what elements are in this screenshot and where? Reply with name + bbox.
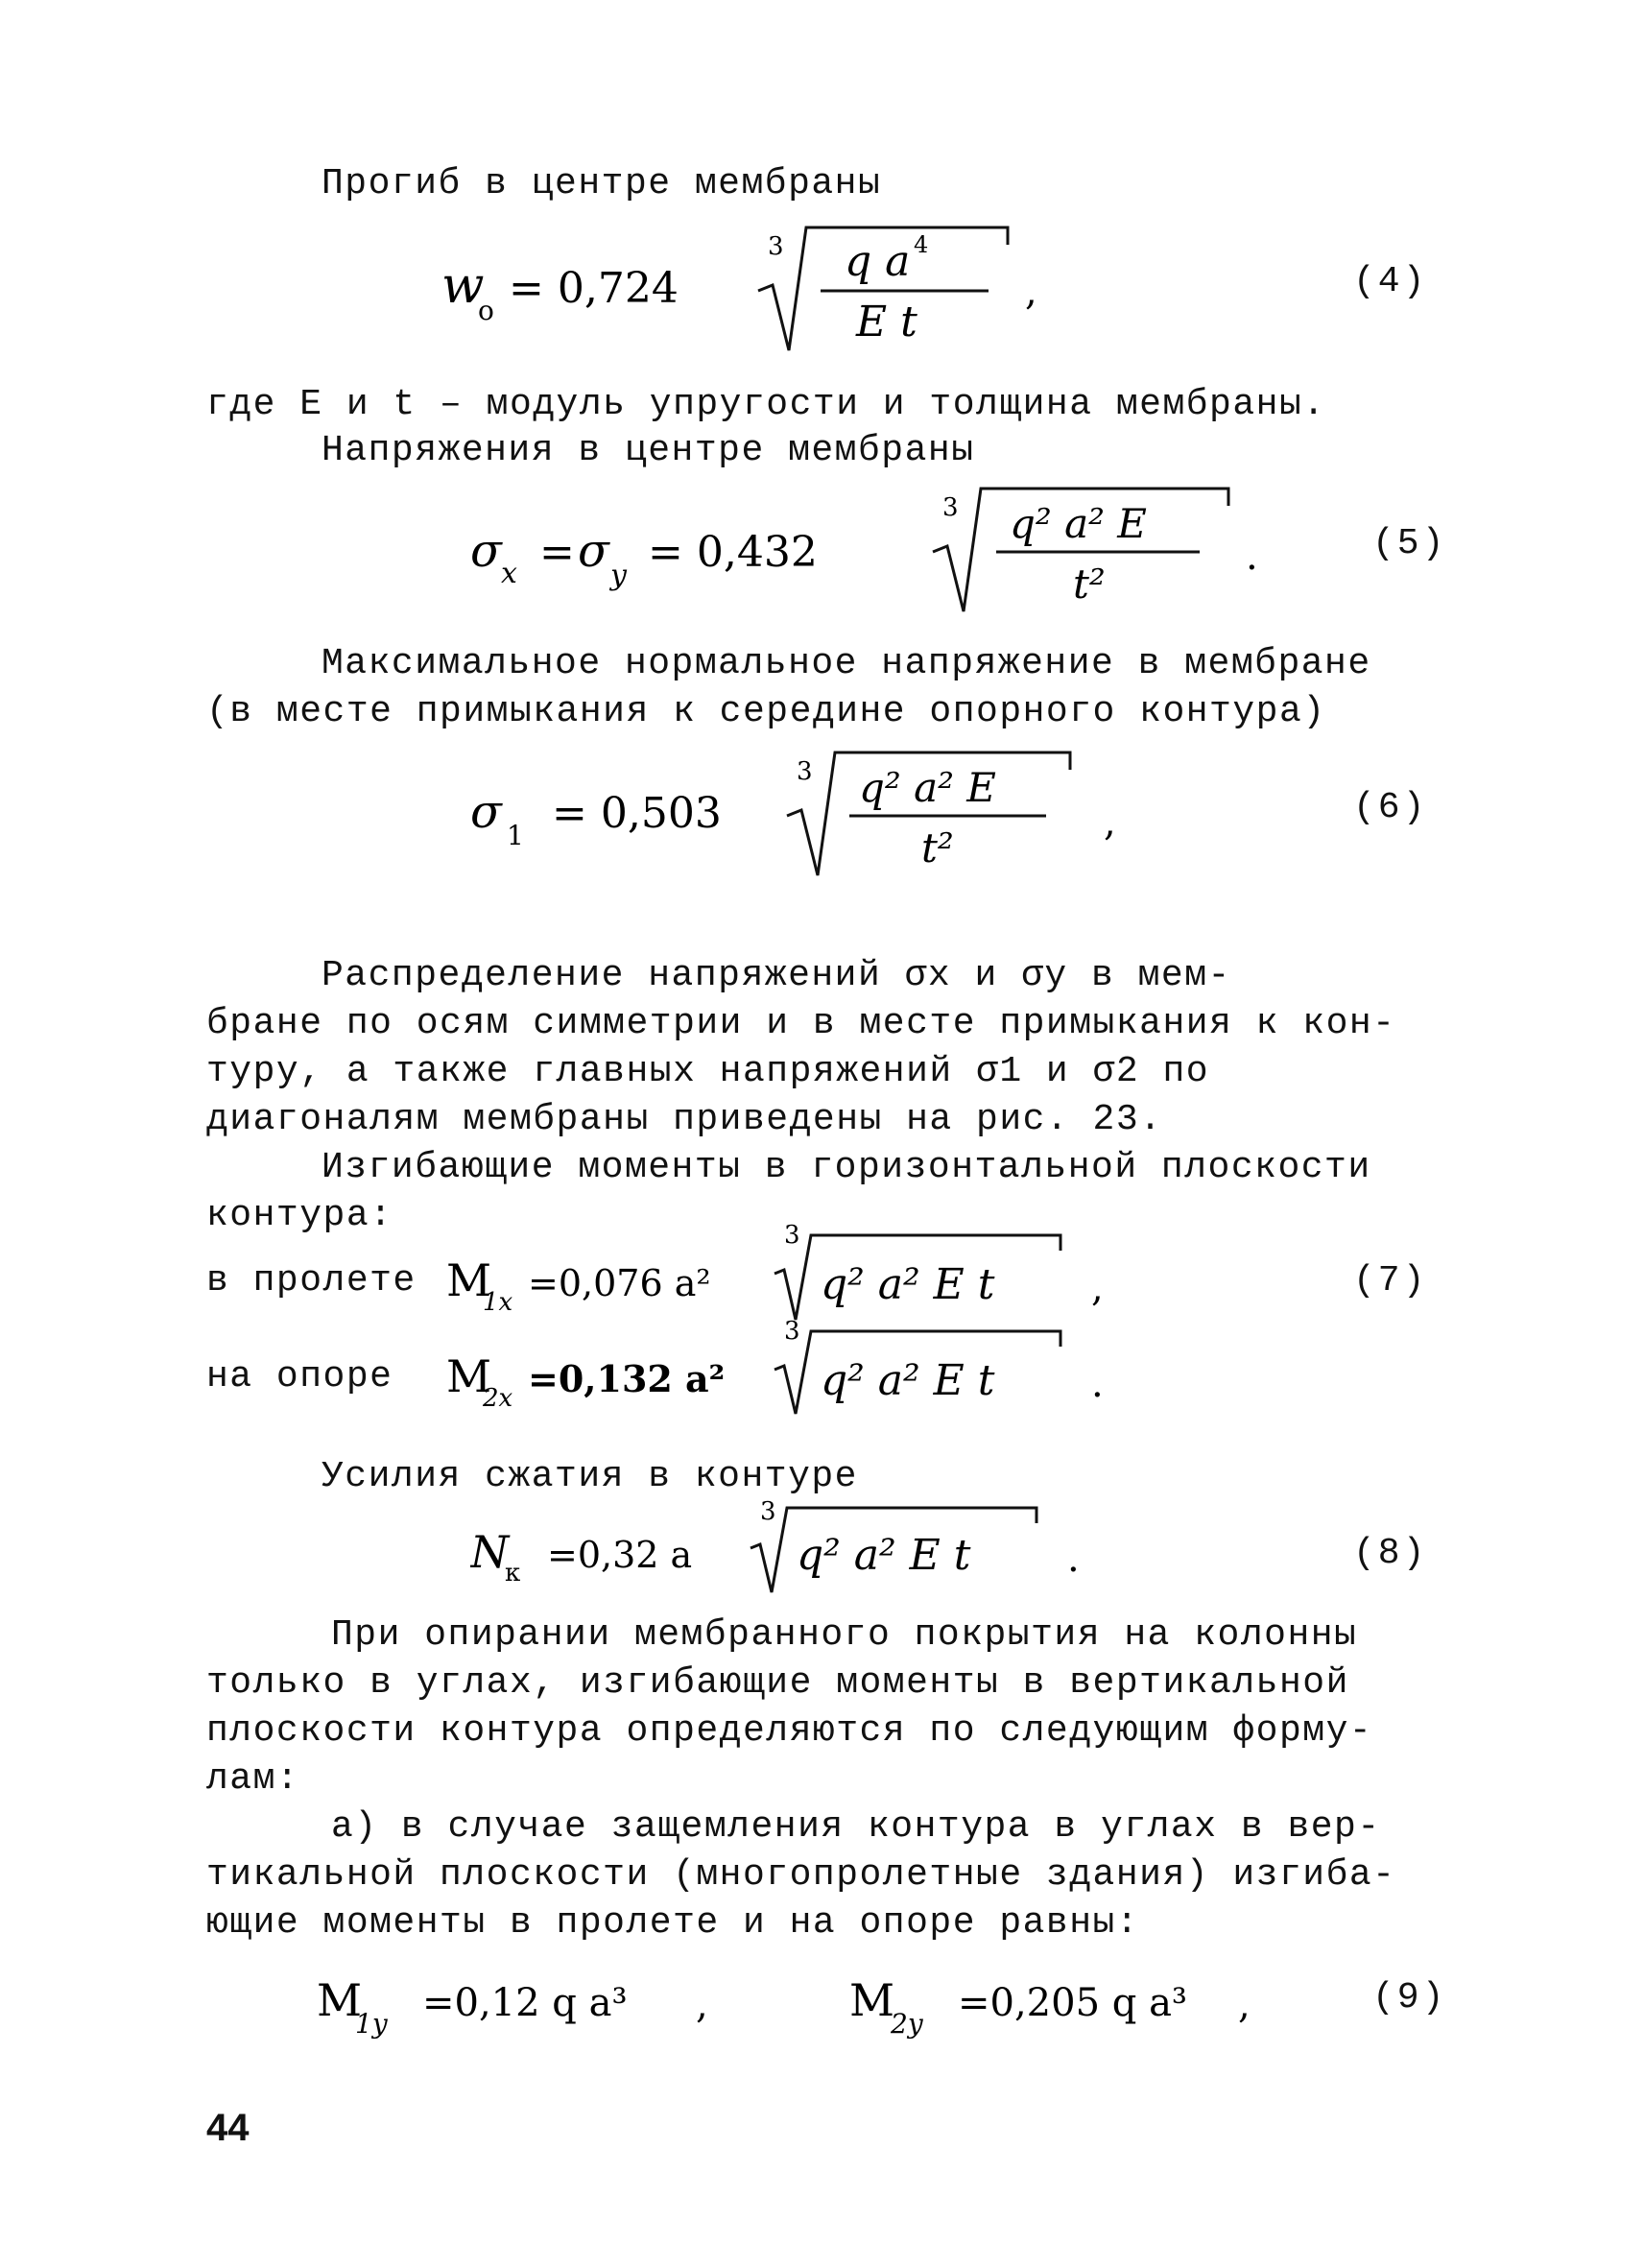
- eq4-numerator: q a: [845, 237, 911, 286]
- eq5-lhs: σ: [470, 524, 502, 578]
- eq7b-root-index: 3: [784, 1317, 800, 1346]
- case-a-line-1: а) в случае защемления контура в углах в вер-: [331, 1806, 1381, 1848]
- case-a-line-2: тикальной плоскости (многопролетные здания) изгиба-: [206, 1854, 1396, 1896]
- eq9-number: (9): [1372, 1977, 1447, 2018]
- distribution-line-2: бране по осям симметрии и в месте примыкания к кон-: [206, 1003, 1396, 1044]
- eq8-coef: =0,32 a: [547, 1534, 693, 1576]
- eq7-label-support: на опоре: [206, 1356, 393, 1397]
- distribution-line-1: Распределение напряжений σx и σy в мем-: [322, 955, 1231, 996]
- eq7b-lhs: M: [446, 1350, 492, 1402]
- equation-4: [441, 216, 1056, 360]
- eq7-label-span: в пролете: [206, 1260, 417, 1301]
- bending-line-2: контура:: [206, 1195, 393, 1236]
- eq4-tail: ,: [1025, 270, 1037, 314]
- eq7b-tail: .: [1091, 1362, 1104, 1406]
- intro-deflection: Прогиб в центре мембраны: [322, 163, 882, 204]
- equation-7: [446, 1214, 1118, 1416]
- eq4-numerator-exp: 4: [914, 231, 929, 258]
- eq6-numerator: q² a² E: [859, 764, 996, 811]
- eq6-lhs: σ: [470, 785, 502, 839]
- eq7-lhs-sub: 1x: [483, 1288, 513, 1317]
- eq4-denominator: E t: [856, 298, 917, 346]
- eq7-coef: =0,076 a²: [528, 1262, 711, 1304]
- eq5-mid-sub-y: y: [610, 559, 627, 592]
- eq4-lhs: w: [441, 257, 485, 315]
- eq5-lhs-sub-x: x: [501, 557, 517, 590]
- eq8-lhs: N: [470, 1526, 510, 1578]
- eq7b-radicand: q² a² E t: [821, 1356, 995, 1405]
- eq8-lhs-sub: к: [505, 1559, 521, 1588]
- eq9-m1: M: [317, 1974, 363, 2026]
- equation-5: [470, 475, 1286, 619]
- eq6-number: (6): [1353, 787, 1428, 828]
- bending-line-1: Изгибающие моменты в горизонтальной плоскости: [322, 1147, 1371, 1188]
- equation-6: [470, 739, 1161, 883]
- eq7-radicand: q² a² E t: [821, 1260, 995, 1309]
- eq5-mid-sigma: σ: [578, 524, 609, 578]
- eq7b-lhs-sub: 2x: [483, 1384, 513, 1413]
- eq8-root-index: 3: [760, 1497, 776, 1526]
- eq4-root-index: 3: [768, 232, 784, 261]
- eq7-lhs: M: [446, 1254, 492, 1306]
- eq5-eq: =: [539, 528, 575, 577]
- eq7-tail: ,: [1091, 1266, 1104, 1310]
- eq8-radicand: q² a² E t: [797, 1531, 971, 1580]
- columns-line-1: При опирании мембранного покрытия на колонны: [331, 1614, 1358, 1656]
- eq6-lhs-sub: 1: [507, 820, 524, 851]
- where-line: где E и t – модуль упругости и толщина мембраны.: [206, 384, 1326, 425]
- intro-compression: Усилия сжатия в контуре: [322, 1456, 858, 1497]
- columns-line-3: плоскости контура определяются по следующим форму-: [206, 1710, 1373, 1752]
- eq5-root-index: 3: [942, 493, 959, 522]
- distribution-line-3: туру, а также главных напряжений σ1 и σ2 по: [206, 1051, 1210, 1092]
- eq5-numerator: q² a² E: [1010, 500, 1147, 547]
- eq8-tail: .: [1067, 1537, 1080, 1581]
- equation-9: [317, 1948, 1276, 2054]
- eq8-number: (8): [1353, 1533, 1428, 1574]
- eq9-m2: M: [849, 1974, 895, 2026]
- eq5-number: (5): [1372, 523, 1447, 564]
- eq5-tail: .: [1246, 535, 1258, 579]
- eq9-m1-rhs: =0,12 q a³: [422, 1981, 628, 2025]
- eq4-lhs-sub: o: [478, 295, 494, 326]
- eq6-coef: = 0,503: [552, 789, 722, 838]
- eq9-m2-rhs: =0,205 q a³: [958, 1981, 1187, 2025]
- eq5-denominator: t²: [1073, 561, 1106, 608]
- case-a-line-3: ющие моменты в пролете и на опоре равны:: [206, 1902, 1140, 1944]
- eq9-m2-sub: 2y: [891, 2008, 923, 2040]
- eq6-root-index: 3: [797, 757, 813, 786]
- eq6-tail: ,: [1104, 800, 1116, 845]
- intro-stress: Напряжения в центре мембраны: [322, 430, 975, 471]
- eq9-m1-sub: 1y: [355, 2008, 388, 2040]
- eq7-number: (7): [1353, 1260, 1428, 1301]
- max-stress-line-2: (в месте примыкания к середине опорного контура): [206, 691, 1326, 732]
- distribution-line-4: диагоналям мембраны приведены на рис. 23.: [206, 1099, 1163, 1140]
- eq5-coef: = 0,432: [648, 528, 818, 577]
- equation-8: [470, 1492, 1123, 1598]
- page-number: 44: [206, 2107, 250, 2149]
- eq6-denominator: t²: [921, 824, 954, 871]
- columns-line-4: лам:: [206, 1758, 300, 1800]
- eq7-root-index: 3: [784, 1221, 800, 1250]
- eq4-number: (4): [1353, 261, 1428, 302]
- columns-line-2: только в углах, изгибающие моменты в вертикальной: [206, 1662, 1349, 1704]
- eq4-coef: = 0,724: [509, 264, 679, 313]
- max-stress-line-1: Максимальное нормальное напряжение в мембране: [322, 643, 1371, 684]
- eq9-tail: ,: [1238, 1983, 1251, 2027]
- eq9-sep: ,: [696, 1983, 708, 2027]
- eq7b-coef: =0,132 a²: [528, 1357, 726, 1400]
